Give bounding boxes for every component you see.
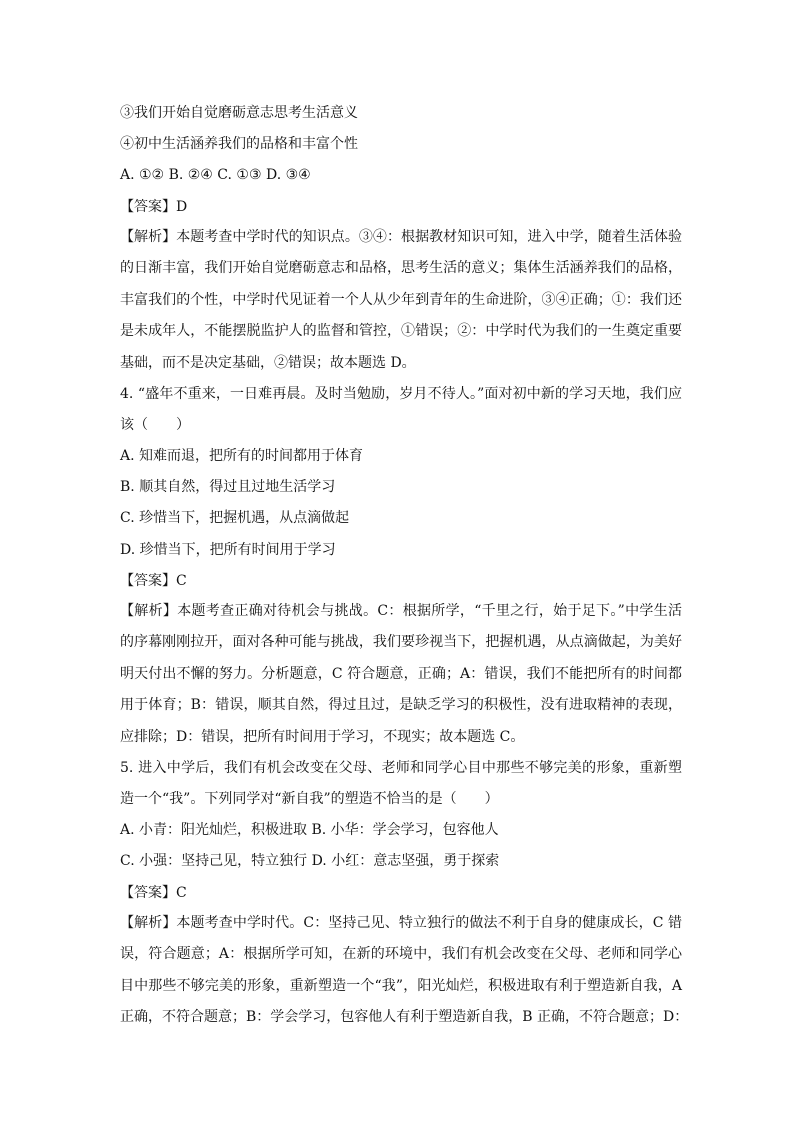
- question-4-stem: [120, 379, 682, 442]
- text-line: 造一个“我”。下列同学对“新自我”的塑造不恰当的是（ ）: [120, 791, 499, 808]
- text-line: 5. 进入中学后，我们有机会改变在父母、老师和同学心目中那些不够完美的形象，重新塑: [120, 760, 682, 776]
- analysis-q5: [120, 908, 689, 1034]
- text-line: 【解析】本题考查正确对待机会与挑战。C：根据所学，“千里之行，始于足下。”中学生活: [120, 603, 682, 619]
- text-line: 该（ ）: [120, 417, 190, 434]
- text-line: 【解析】本题考查中学时代的知识点。③④：根据教材知识可知，进入中学，随着生活体验: [120, 229, 682, 245]
- answer-q3: 【答案】D: [120, 199, 188, 215]
- option-line-3: ③我们开始自觉磨砺意志思考生活意义: [120, 105, 358, 121]
- text-line: 【解析】本题考查中学时代。C：坚持己见、特立独行的做法不利于自身的健康成长，C 错: [120, 915, 682, 931]
- analysis-q3: [120, 222, 682, 379]
- answer-q4: 【答案】C: [120, 573, 187, 589]
- text-line: 应排除；D：错误，把所有时间用于学习，不现实；故本题选 C。: [120, 728, 525, 745]
- question-5-stem: [120, 753, 682, 816]
- text-line: 的序幕刚刚拉开，面对各种可能与挑战，我们要珍视当下，把握机遇，从点滴做起，为美好: [120, 634, 682, 651]
- text-line: 是未成年人，不能摆脱监护人的监督和管控，①错误；②：中学时代为我们的一生奠定重要: [120, 323, 682, 340]
- option-line-4: ④初中生活涵养我们的品格和丰富个性: [120, 136, 358, 152]
- text-line: 基础，而不是决定基础，②错误；故本题选 D。: [120, 354, 416, 371]
- q5-options-cd: C. 小强：坚持己见，特立独行 D. 小红：意志坚强，勇于探索: [120, 853, 500, 869]
- analysis-q4: [120, 596, 682, 753]
- q4-option-b: B. 顺其自然，得过且过地生活学习: [120, 479, 336, 495]
- text-line: 误，符合题意；A：根据所学可知，在新的环境中，我们有机会改变在父母、老师和同学心: [120, 946, 682, 963]
- text-line: 用于体育；B：错误，顺其自然，得过且过，是缺乏学习的积极性，没有进取精神的表现，: [120, 697, 682, 714]
- text-line: 正确，不符合题意；B：学会学习，包容他人有利于塑造新自我，B 正确，不符合题意；D：: [120, 1009, 689, 1026]
- q4-option-a: A. 知难而退，把所有的时间都用于体育: [120, 448, 364, 464]
- q4-option-d: D. 珍惜当下，把所有时间用于学习: [120, 542, 336, 558]
- text-line: 4. “盛年不重来，一日难再晨。及时当勉励，岁月不待人。”面对初中新的学习天地，我们应: [120, 386, 682, 402]
- text-line: 目中那些不够完美的形象，重新塑造一个“我”，阳光灿烂，积极进取有利于塑造新自我，A: [120, 977, 682, 994]
- text-line: 丰富我们的个性，中学时代见证着一个人从少年到青年的生命进阶，③④正确；①：我们还: [120, 291, 682, 308]
- answer-q5: 【答案】C: [120, 885, 187, 901]
- choice-options: A. ①② B. ②④ C. ①③ D. ③④: [120, 167, 311, 183]
- q5-options-ab: A. 小青：阳光灿烂，积极进取 B. 小华：学会学习，包容他人: [120, 822, 499, 838]
- text-line: 的日渐丰富，我们开始自觉磨砺意志和品格，思考生活的意义；集体生活涵养我们的品格，: [120, 260, 682, 277]
- q4-option-c: C. 珍惜当下，把握机遇，从点滴做起: [120, 510, 350, 526]
- text-line: 明天付出不懈的努力。分析题意，C 符合题意，正确；A：错误，我们不能把所有的时间都: [120, 665, 682, 682]
